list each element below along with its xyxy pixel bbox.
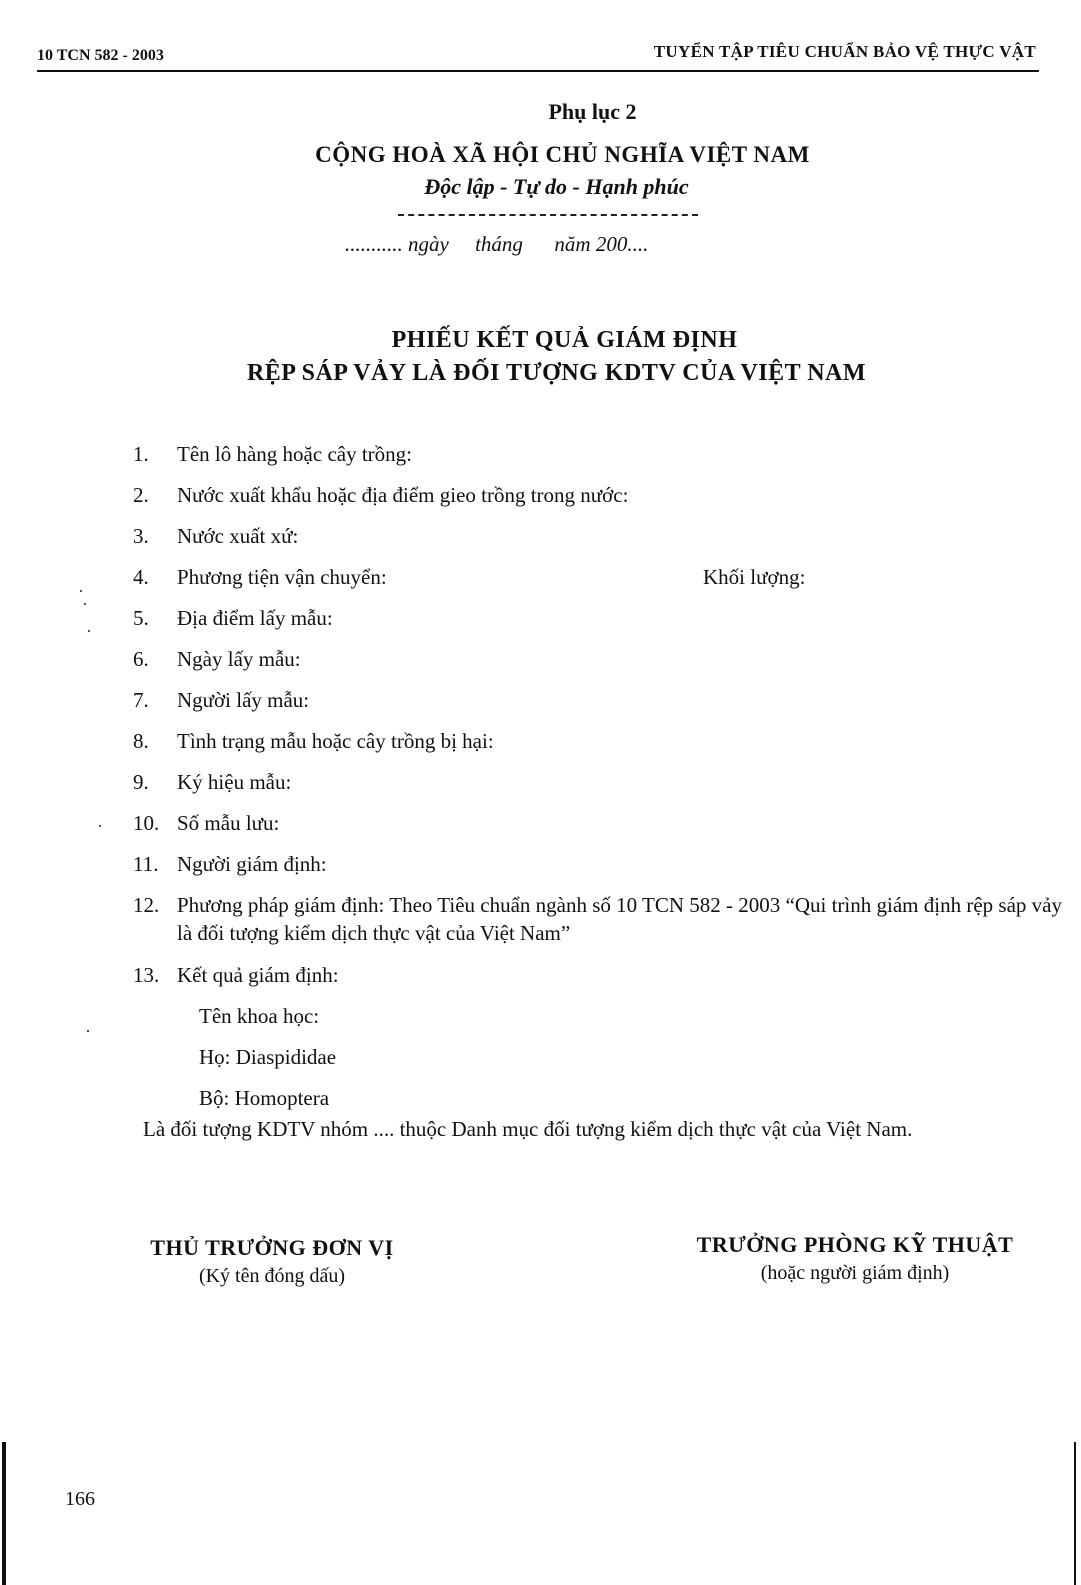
national-motto: Độc lập - Tự do - Hạnh phúc bbox=[424, 174, 689, 199]
list-item bbox=[133, 522, 1063, 563]
scan-edge-right bbox=[1074, 1442, 1076, 1585]
signature-block-unit-head bbox=[127, 1235, 417, 1288]
scan-speck bbox=[84, 603, 86, 605]
item-text: Ngày lấy mẫu: bbox=[177, 647, 301, 671]
item-number: 8. bbox=[133, 729, 149, 753]
form-items bbox=[133, 440, 1063, 1125]
conclusion-text: Là đối tượng KDTV nhóm .... thuộc Danh mục đối tượng kiểm dịch thực vật của Việt Nam. bbox=[143, 1117, 913, 1141]
order-line: Bộ: Homoptera bbox=[199, 1086, 330, 1110]
list-item bbox=[133, 604, 1063, 645]
item-number: 13. bbox=[133, 963, 160, 987]
item-number: 10. bbox=[133, 811, 160, 835]
item-text: Phương pháp giám định: Theo Tiêu chuẩn ngành số 10 TCN 582 - 2003 “Qui trình giám định rệp sáp vảy là đối tượng kiểm dịch thực vật của Việt Nam” bbox=[177, 893, 1062, 945]
item-text: Nước xuất xứ: bbox=[177, 524, 299, 548]
family-line: Họ: Diaspididae bbox=[199, 1045, 337, 1069]
scientific-name-line: Tên khoa học: bbox=[199, 1004, 320, 1028]
list-item bbox=[133, 563, 1063, 604]
item-text: Tình trạng mẫu hoặc cây trồng bị hại: bbox=[177, 729, 494, 753]
form-title-line1: PHIẾU KẾT QUẢ GIÁM ĐỊNH bbox=[391, 327, 738, 353]
scan-speck bbox=[88, 630, 90, 632]
item-number: 1. bbox=[133, 442, 149, 466]
item-number: 3. bbox=[133, 524, 149, 548]
signature-note: (hoặc người giám định) bbox=[760, 1262, 950, 1284]
item-text: Phương tiện vận chuyển: bbox=[177, 565, 387, 589]
item-number: 5. bbox=[133, 606, 149, 630]
appendix-label: Phụ lục 2 bbox=[548, 99, 637, 124]
signature-note: (Ký tên đóng dấu) bbox=[198, 1265, 346, 1287]
item-number: 9. bbox=[133, 770, 149, 794]
list-item bbox=[133, 961, 1063, 1002]
form-title-line2: RỆP SÁP VẢY LÀ ĐỐI TƯỢNG KDTV CỦA VIỆT NAM bbox=[246, 360, 867, 386]
motto-divider bbox=[398, 214, 698, 216]
item-text: Người giám định: bbox=[177, 852, 327, 876]
item-number: 12. bbox=[133, 893, 160, 917]
scan-speck bbox=[80, 590, 82, 592]
list-item bbox=[133, 850, 1063, 891]
scan-speck bbox=[99, 825, 101, 827]
list-item bbox=[133, 440, 1063, 481]
collection-title: TUYỂN TẬP TIÊU CHUẨN BẢO VỆ THỰC VẬT bbox=[653, 42, 1036, 61]
item-text: Người lấy mẫu: bbox=[177, 688, 310, 712]
list-item bbox=[133, 686, 1063, 727]
list-item bbox=[133, 481, 1063, 522]
date-line: ........... ngày tháng năm 200.... bbox=[345, 232, 649, 256]
list-item bbox=[133, 727, 1063, 768]
item-number: 2. bbox=[133, 483, 149, 507]
list-item bbox=[133, 768, 1063, 809]
item-text: Ký hiệu mẫu: bbox=[177, 770, 292, 794]
scan-edge-left bbox=[2, 1442, 6, 1585]
item-text: Kết quả giám định: bbox=[177, 963, 339, 987]
signature-title: THỦ TRƯỞNG ĐƠN VỊ bbox=[150, 1235, 394, 1260]
item-text: Số mẫu lưu: bbox=[177, 811, 280, 835]
list-item bbox=[133, 645, 1063, 686]
scan-speck bbox=[87, 1030, 89, 1032]
header-rule bbox=[37, 70, 1039, 72]
item-number: 6. bbox=[133, 647, 149, 671]
republic-name: CỘNG HOÀ XÃ HỘI CHỦ NGHĨA VIỆT NAM bbox=[315, 142, 810, 167]
item-text: Tên lô hàng hoặc cây trồng: bbox=[177, 442, 412, 466]
item-number: 7. bbox=[133, 688, 149, 712]
weight-label: Khối lượng: bbox=[703, 565, 806, 589]
list-item bbox=[133, 809, 1063, 850]
item-text: Nước xuất khẩu hoặc địa điểm gieo trồng trong nước: bbox=[177, 483, 629, 507]
list-item bbox=[133, 891, 1063, 961]
signature-block-technical-head bbox=[665, 1232, 1045, 1285]
item-number: 11. bbox=[133, 852, 159, 876]
standard-code: 10 TCN 582 - 2003 bbox=[37, 47, 164, 64]
item-number: 4. bbox=[133, 565, 149, 589]
signature-title: TRƯỞNG PHÒNG KỸ THUẬT bbox=[696, 1232, 1014, 1257]
page-number: 166 bbox=[65, 1488, 95, 1510]
item-text: Địa điểm lấy mẫu: bbox=[177, 606, 333, 630]
